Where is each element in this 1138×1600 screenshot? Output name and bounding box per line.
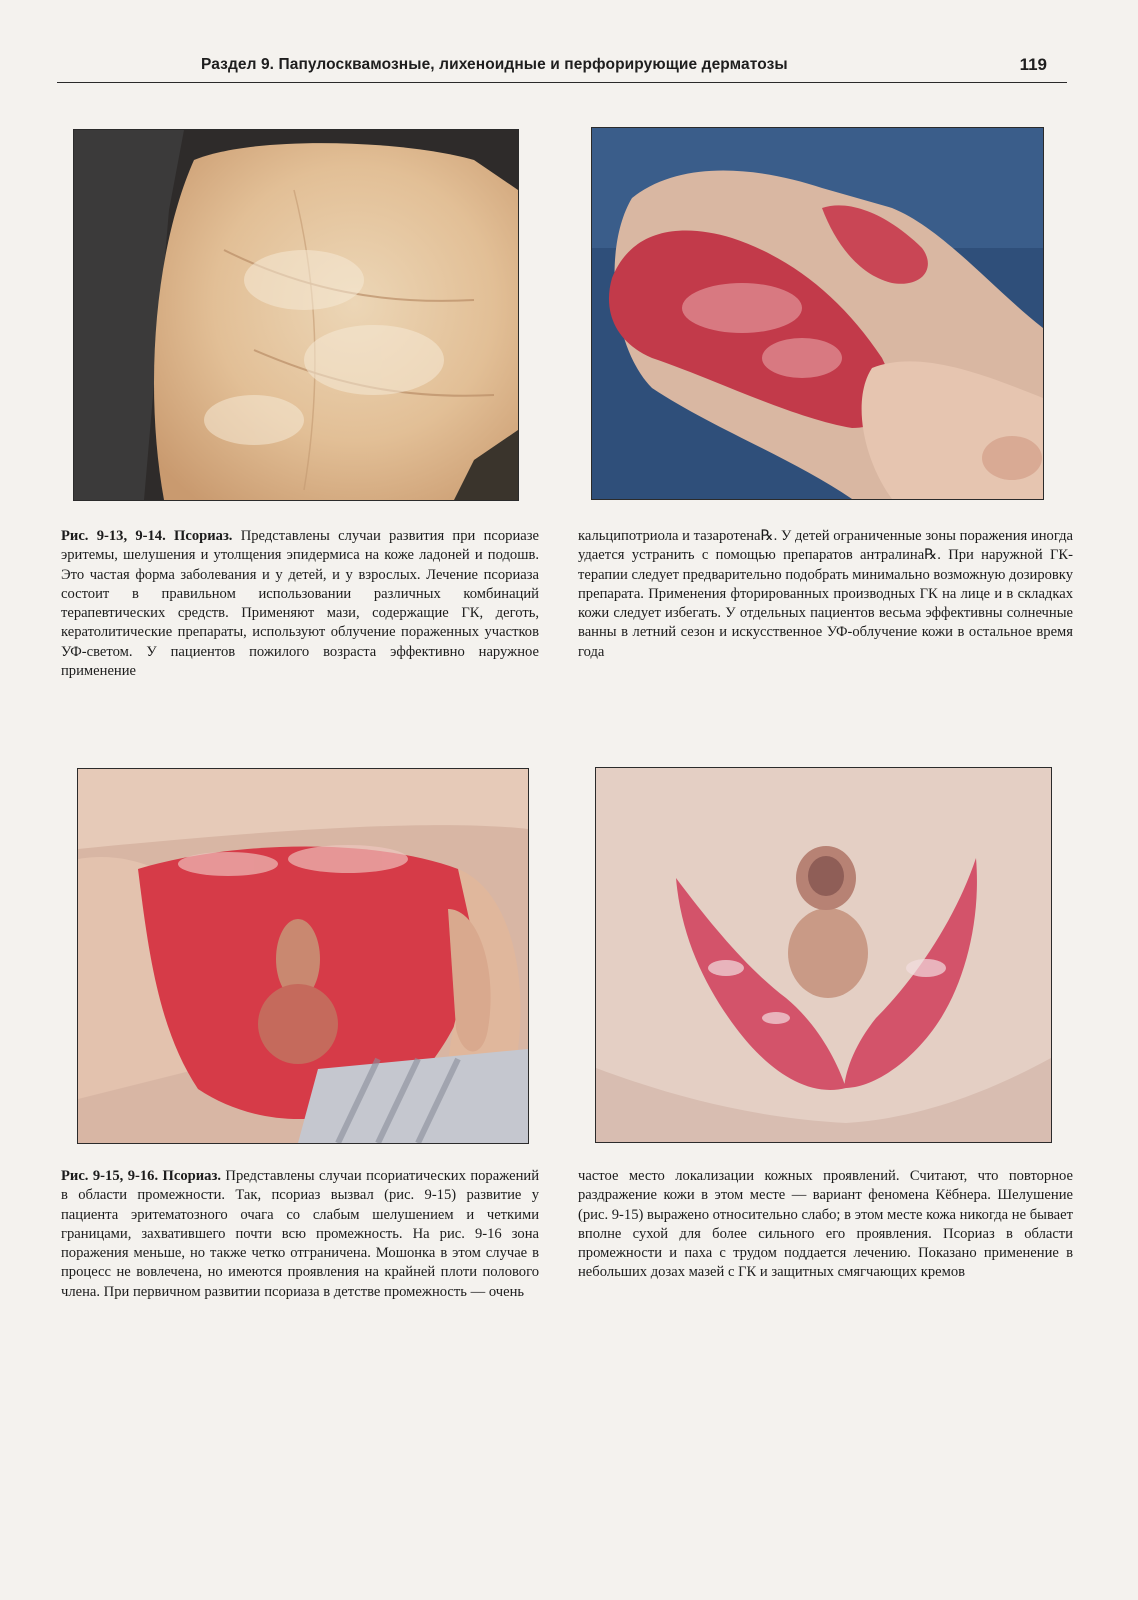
caption-9-13-14 [61,527,539,681]
caption-figure-ref: Рис. 9-13, 9-14. Псориаз. [61,528,233,544]
figure-9-13-photo [73,129,519,501]
page-number: 119 [1019,55,1047,74]
psoriasis-perineum-groin-photo [596,768,1051,1142]
caption-text: Представлены случаи псориатических поражений в области промежности. Так, псориаз вызвал (рис. 9-15) развитие у пациента эритематозного очага со слабым шелушением и четкими границами, захватившего почти всю промежность. На рис. 9-16 зона поражения меньше, но также четко отграничена. Мошонка в этом случае в процесс не вовлечена, но имеются проявления на крайней плоти полового члена. При первичном развитии псориаза в детстве промежность — очень [61,1168,540,1300]
psoriasis-foot-photo [592,128,1043,499]
figure-9-16-photo [595,767,1052,1143]
figure-9-15-photo [77,768,529,1144]
caption-text: частое место локализации кожных проявлений. Считают, что повторное раздражение кожи в этом месте — вариант феномена Кёбнера. Шелушение (рис. 9-15) выражено относительно слабо; в этом месте кожа никогда не бывает вполне сухой для более сильного его проявления. Псориаз в области промежности и паха с трудом поддается лечению. Показано применение в небольших дозах мазей с ГК и защитных смягчающих кремов [578,1168,1073,1281]
caption-figure-ref: Рис. 9-15, 9-16. Псориаз. [61,1168,221,1184]
figure-9-14-photo [591,127,1044,500]
caption-9-13-14-cont [578,527,1073,662]
psoriasis-perineum-infant-photo [78,769,528,1143]
caption-9-15-16-cont [578,1167,1073,1283]
caption-text: кальципотриола и тазаротена℞. У детей ограниченные зоны поражения иногда удается устранить с помощью препаратов антралина℞. При наружной ГК-терапии следует предварительно подобрать минимально возможную дозировку препарата. Применения фторированных производных ГК на лице и в складках кожи следует избегать. У отдельных пациентов весьма эффективны солнечные ванны в летний сезон и искусственное УФ-облучение кожи в остальное время года [578,528,1073,660]
running-header [57,52,1067,83]
caption-text: Представлены случаи развития при псориазе эритемы, шелушения и утолщения эпидермиса на коже ладоней и подошв. Это частая форма заболевания и у детей, и у взрослых. Лечение псориаза состоит в правильном использовании различных комбинаций терапевтических средств. Применяют мази, содержащие ГК, деготь, кератолитические препараты, используют облучение пораженных участков УФ-светом. У пациентов пожилого возраста эффективно наружное применение [61,528,539,680]
caption-9-15-16 [61,1167,539,1302]
psoriasis-palm-photo [74,130,518,500]
section-title: Раздел 9. Папулосквамозные, лихеноидные и перфорирующие дерматозы [201,56,788,73]
